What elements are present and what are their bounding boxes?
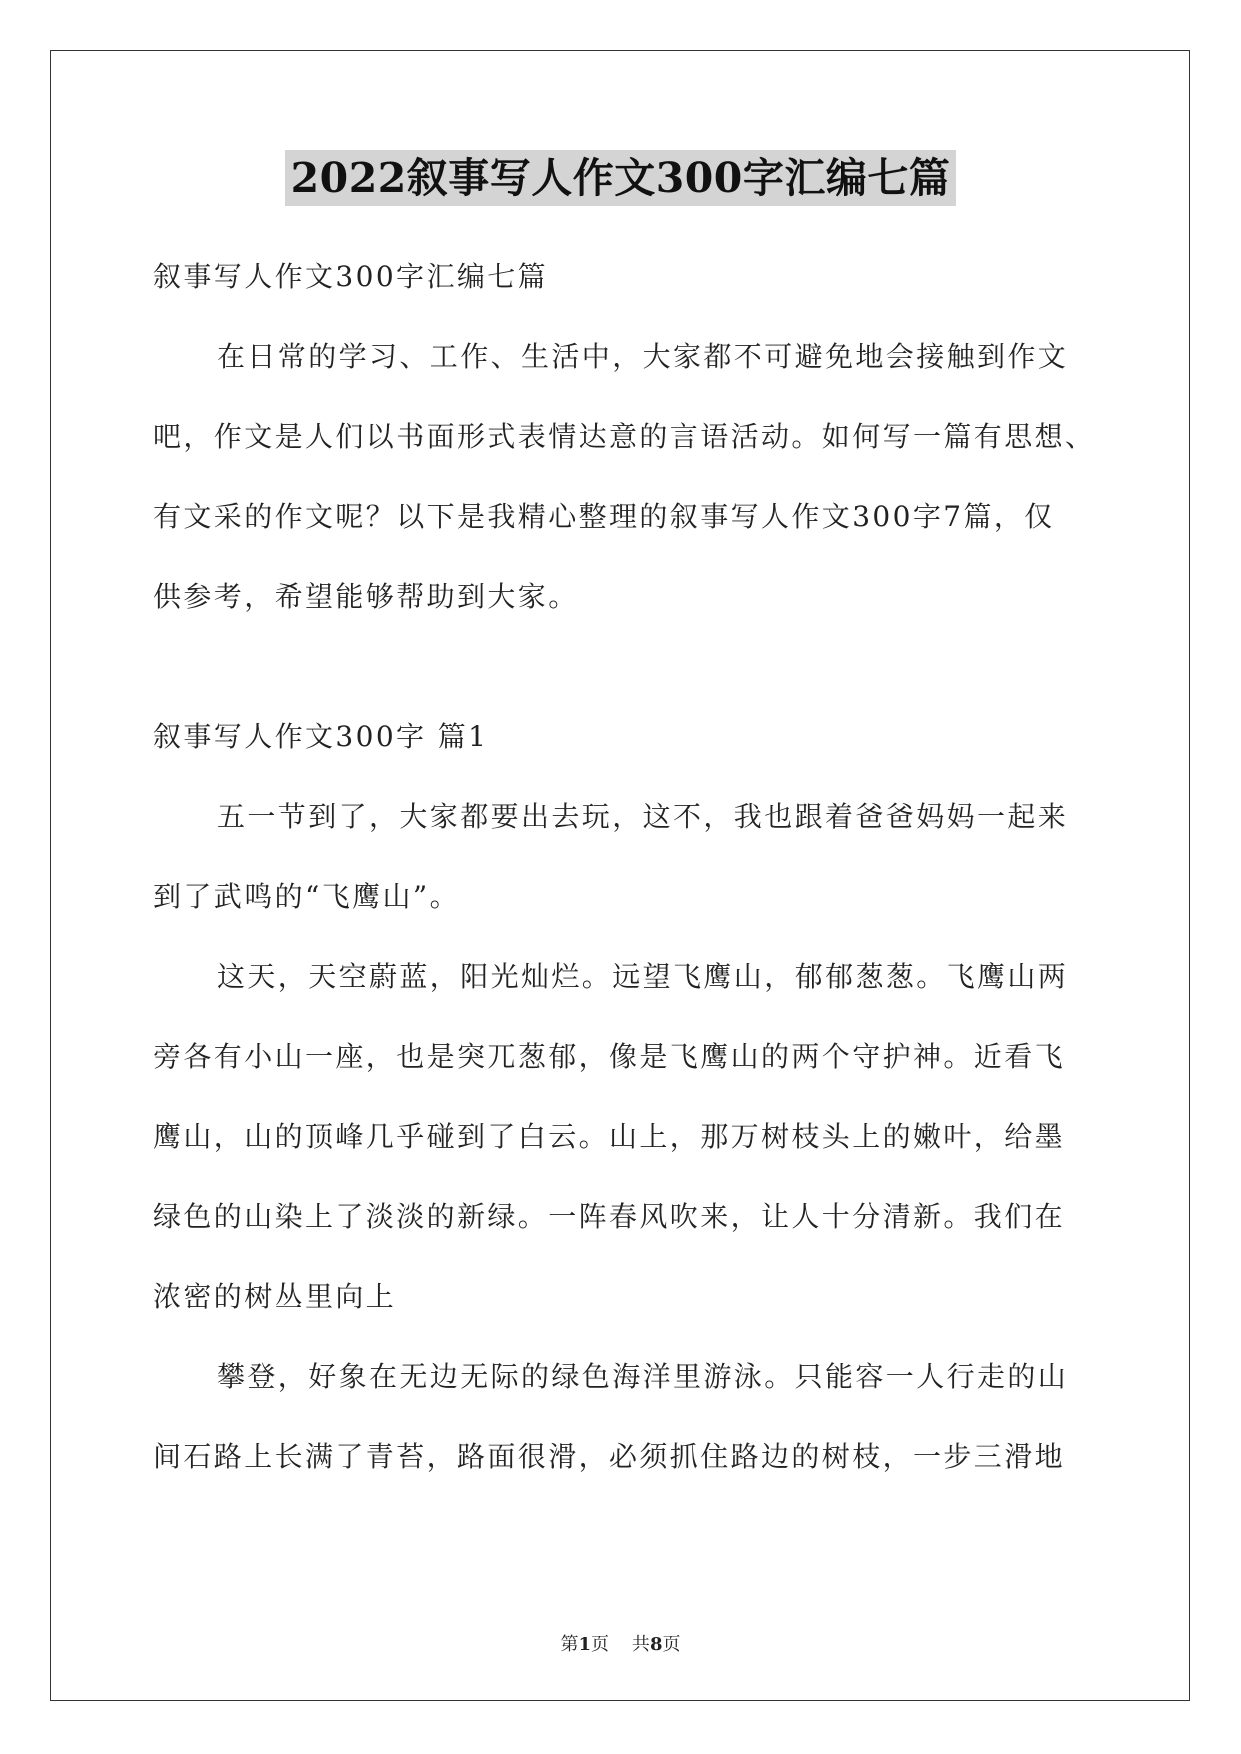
paragraph-line: 攀登，好象在无边无际的绿色海洋里游泳。只能容一人行走的山 bbox=[217, 1360, 1069, 1393]
paragraph-line: 到了武鸣的“飞鹰山”。 bbox=[153, 880, 461, 913]
title-block bbox=[0, 150, 1241, 206]
intro-line: 吧，作文是人们以书面形式表情达意的言语活动。如何写一篇有思想、 bbox=[153, 420, 1096, 453]
intro-line: 供参考，希望能够帮助到大家。 bbox=[153, 580, 579, 613]
document-title: 2022叙事写人作文300字汇编七篇 bbox=[285, 150, 957, 206]
footer-total-pages: 8 bbox=[649, 1634, 663, 1655]
paragraph-line: 这天，天空蔚蓝，阳光灿烂。远望飞鹰山，郁郁葱葱。飞鹰山两 bbox=[217, 960, 1069, 993]
page-footer bbox=[0, 1630, 1241, 1656]
paragraph-line: 鹰山，山的顶峰几乎碰到了白云。山上，那万树枝头上的嫩叶，给墨 bbox=[153, 1120, 1066, 1153]
footer-suffix: 页 bbox=[662, 1634, 681, 1655]
section-heading: 叙事写人作文300字 篇1 bbox=[153, 720, 489, 753]
paragraph-line: 浓密的树丛里向上 bbox=[153, 1280, 397, 1313]
intro-line: 有文采的作文呢？以下是我精心整理的叙事写人作文300字7篇，仅 bbox=[153, 500, 1055, 533]
document-body bbox=[153, 237, 1096, 1497]
footer-prefix: 第 bbox=[560, 1634, 579, 1655]
footer-mid: 页 共 bbox=[591, 1634, 650, 1655]
paragraph-line: 间石路上长满了青苔，路面很滑，必须抓住路边的树枝，一步三滑地 bbox=[153, 1440, 1066, 1473]
footer-page-number: 1 bbox=[578, 1634, 592, 1655]
paragraph-line: 绿色的山染上了淡淡的新绿。一阵春风吹来，让人十分清新。我们在 bbox=[153, 1200, 1066, 1233]
subtitle: 叙事写人作文300字汇编七篇 bbox=[153, 260, 549, 293]
intro-line: 在日常的学习、工作、生活中，大家都不可避免地会接触到作文 bbox=[217, 340, 1069, 373]
paragraph-line: 旁各有小山一座，也是突兀葱郁，像是飞鹰山的两个守护神。近看飞 bbox=[153, 1040, 1066, 1073]
section-gap bbox=[153, 637, 1093, 697]
paragraph-line: 五一节到了，大家都要出去玩，这不，我也跟着爸爸妈妈一起来 bbox=[217, 800, 1069, 833]
